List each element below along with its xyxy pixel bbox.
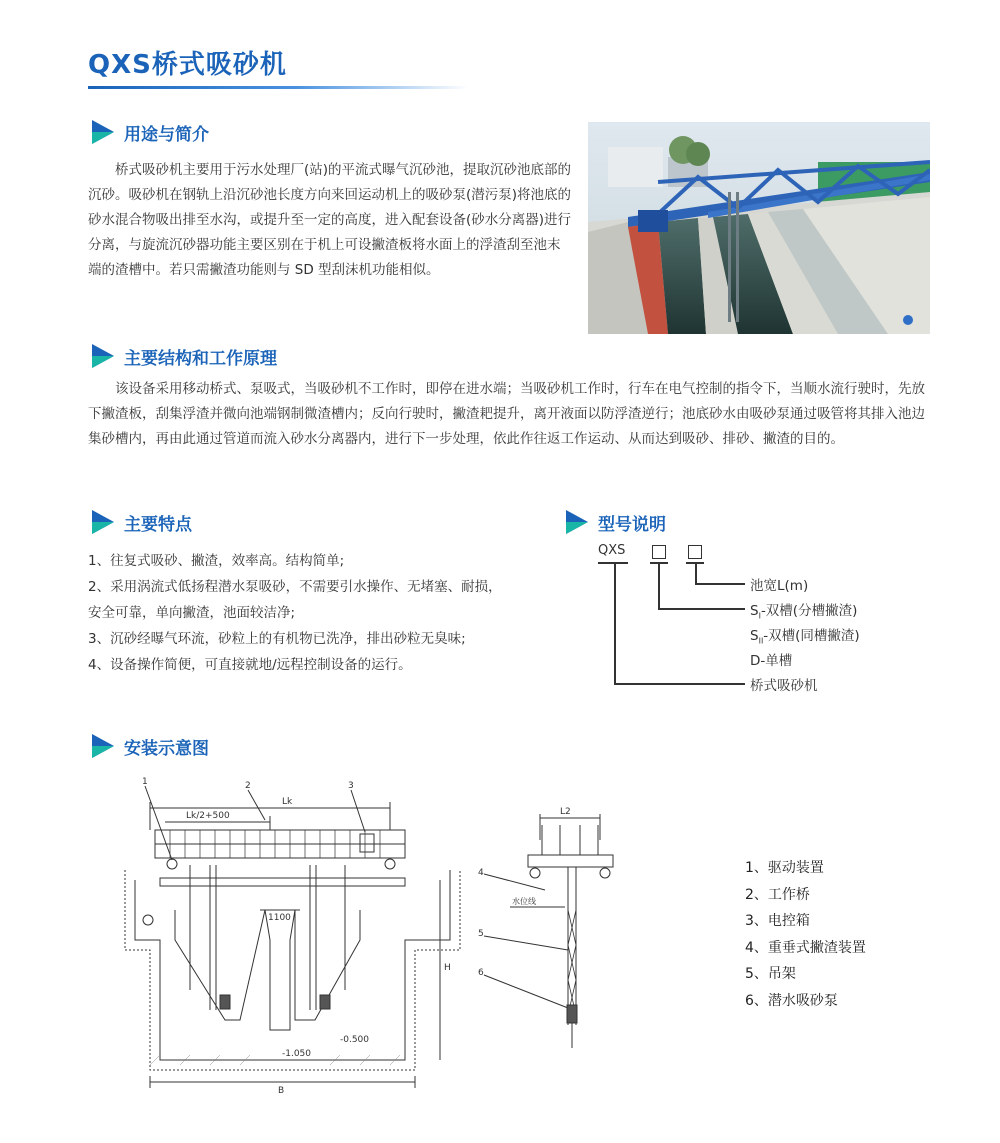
model-item-name: 桥式吸砂机 <box>750 678 818 694</box>
section-features-title: 主要特点 <box>124 514 192 535</box>
s1-text: -双槽(分槽撇渣) <box>760 603 858 619</box>
underline <box>598 562 628 564</box>
intro-text: 桥式吸砂机主要用于污水处理厂(站)的平流式曝气沉砂池，提取沉砂池底部的沉砂。吸砂机在钢轨上沿沉砂池长度方向来回运动机上的吸砂泵(潜污泵)将池底的砂水混合物吸出排至水沟，或提升至一定的高度，进入配套设备(砂水分离器)进行分离，与旋流沉砂器功能主要区别在于机上可设撇渣板将水面上的浮渣刮至池末端的渣槽中。若只需撇渣功能则与 SD 型刮沫机功能相似。 <box>88 162 572 278</box>
section-install-title: 安装示意图 <box>124 738 209 759</box>
feature-item: 1、往复式吸砂、撇渣，效率高。结构简单; <box>88 553 345 569</box>
section-install-heading <box>88 732 209 760</box>
legend-item: 1、驱动装置 <box>745 860 824 876</box>
legend-item: 2、工作桥 <box>745 886 810 903</box>
section-features-heading <box>88 508 192 536</box>
model-item-s1 <box>750 599 857 621</box>
label-water: 水位线 <box>512 897 536 906</box>
label-1100: 1100 <box>268 913 291 923</box>
model-placeholder-box <box>688 545 702 559</box>
feature-item: 3、沉砂经曝气环流，砂粒上的有机物已洗净，排出砂粒无臭味; <box>88 631 466 647</box>
connector <box>614 562 616 683</box>
label-l2: L2 <box>560 807 571 817</box>
section-intro-heading <box>88 118 209 146</box>
feature-item: 2、采用涡流式低扬程潜水泵吸砂，不需要引水操作、无堵塞、耐损， <box>88 579 502 595</box>
label-4: 4 <box>478 868 484 878</box>
section-intro-title: 用途与简介 <box>124 124 209 145</box>
section-model-heading <box>562 508 666 536</box>
section-arrow-icon <box>88 342 116 370</box>
label-level2: -0.500 <box>340 1035 370 1045</box>
model-item-s2 <box>750 624 860 646</box>
section-structure-heading <box>88 342 277 370</box>
label-level1: -1.050 <box>282 1049 312 1059</box>
label-3: 3 <box>348 781 354 791</box>
s2-text: -双槽(同槽撇渣) <box>763 628 860 644</box>
connector <box>695 583 745 585</box>
installation-drawing <box>120 770 480 1100</box>
model-diagram <box>590 540 920 700</box>
label-6: 6 <box>478 968 484 978</box>
section-arrow-icon <box>562 508 590 536</box>
section-structure-title: 主要结构和工作原理 <box>124 348 277 369</box>
intro-paragraph <box>88 158 573 283</box>
s2-main: S <box>750 628 759 644</box>
label-1: 1 <box>142 777 148 787</box>
label-b: B <box>278 1086 285 1096</box>
page-title: QXS桥式吸砂机 <box>88 50 287 80</box>
connector <box>658 608 745 610</box>
feature-item: 4、设备操作简便，可直接就地/远程控制设备的运行。 <box>88 657 412 673</box>
legend-item: 4、重垂式撇渣装置 <box>745 939 866 956</box>
model-item-d: D-单槽 <box>750 653 793 669</box>
structure-text: 该设备采用移动桥式、泵吸式，当吸砂机不工作时，即停在进水端；当吸砂机工作时，行车在电气控制的指令下，当顺水流行驶时，先放下撇渣板，刮集浮渣并微向池端钢制微渣槽内；反向行驶时，撇渣耙提升，离开液面以防浮渣逆行；池底砂水由吸砂泵通过吸管将其排入池边集砂槽内，再由此通过管道而流入砂水分离器内，进行下一步处理，依此作往返工作运动、从而达到吸砂、排砂、撇渣的目的。 <box>88 381 925 447</box>
section-arrow-icon <box>88 118 116 146</box>
title-underline <box>88 86 468 89</box>
features-list <box>88 548 502 678</box>
connector <box>695 562 697 583</box>
label-h: H <box>444 963 451 973</box>
side-view-drawing <box>470 800 620 1060</box>
connector <box>658 562 660 608</box>
legend-item: 6、潜水吸砂泵 <box>745 992 838 1009</box>
s2-sub: II <box>758 636 764 646</box>
connector <box>614 683 745 685</box>
install-legend <box>745 855 866 1014</box>
label-lk-half: Lk/2+500 <box>186 811 230 821</box>
label-5: 5 <box>478 929 484 939</box>
label-lk: Lk <box>282 797 293 807</box>
section-arrow-icon <box>88 732 116 760</box>
label-2: 2 <box>245 781 251 791</box>
model-placeholder-box <box>652 545 666 559</box>
legend-item: 5、吊架 <box>745 966 796 982</box>
model-code: QXS <box>598 543 626 558</box>
feature-item: 安全可靠，单向撇渣，池面较洁净; <box>88 605 296 621</box>
legend-item: 3、电控箱 <box>745 913 810 929</box>
section-model-title: 型号说明 <box>598 514 666 535</box>
sand-machine-photo <box>588 122 930 334</box>
s1-sub: I <box>758 611 761 621</box>
s1-main: S <box>750 603 759 619</box>
model-item-width: 池宽L(m) <box>750 578 809 594</box>
structure-paragraph <box>88 377 938 452</box>
section-arrow-icon <box>88 508 116 536</box>
